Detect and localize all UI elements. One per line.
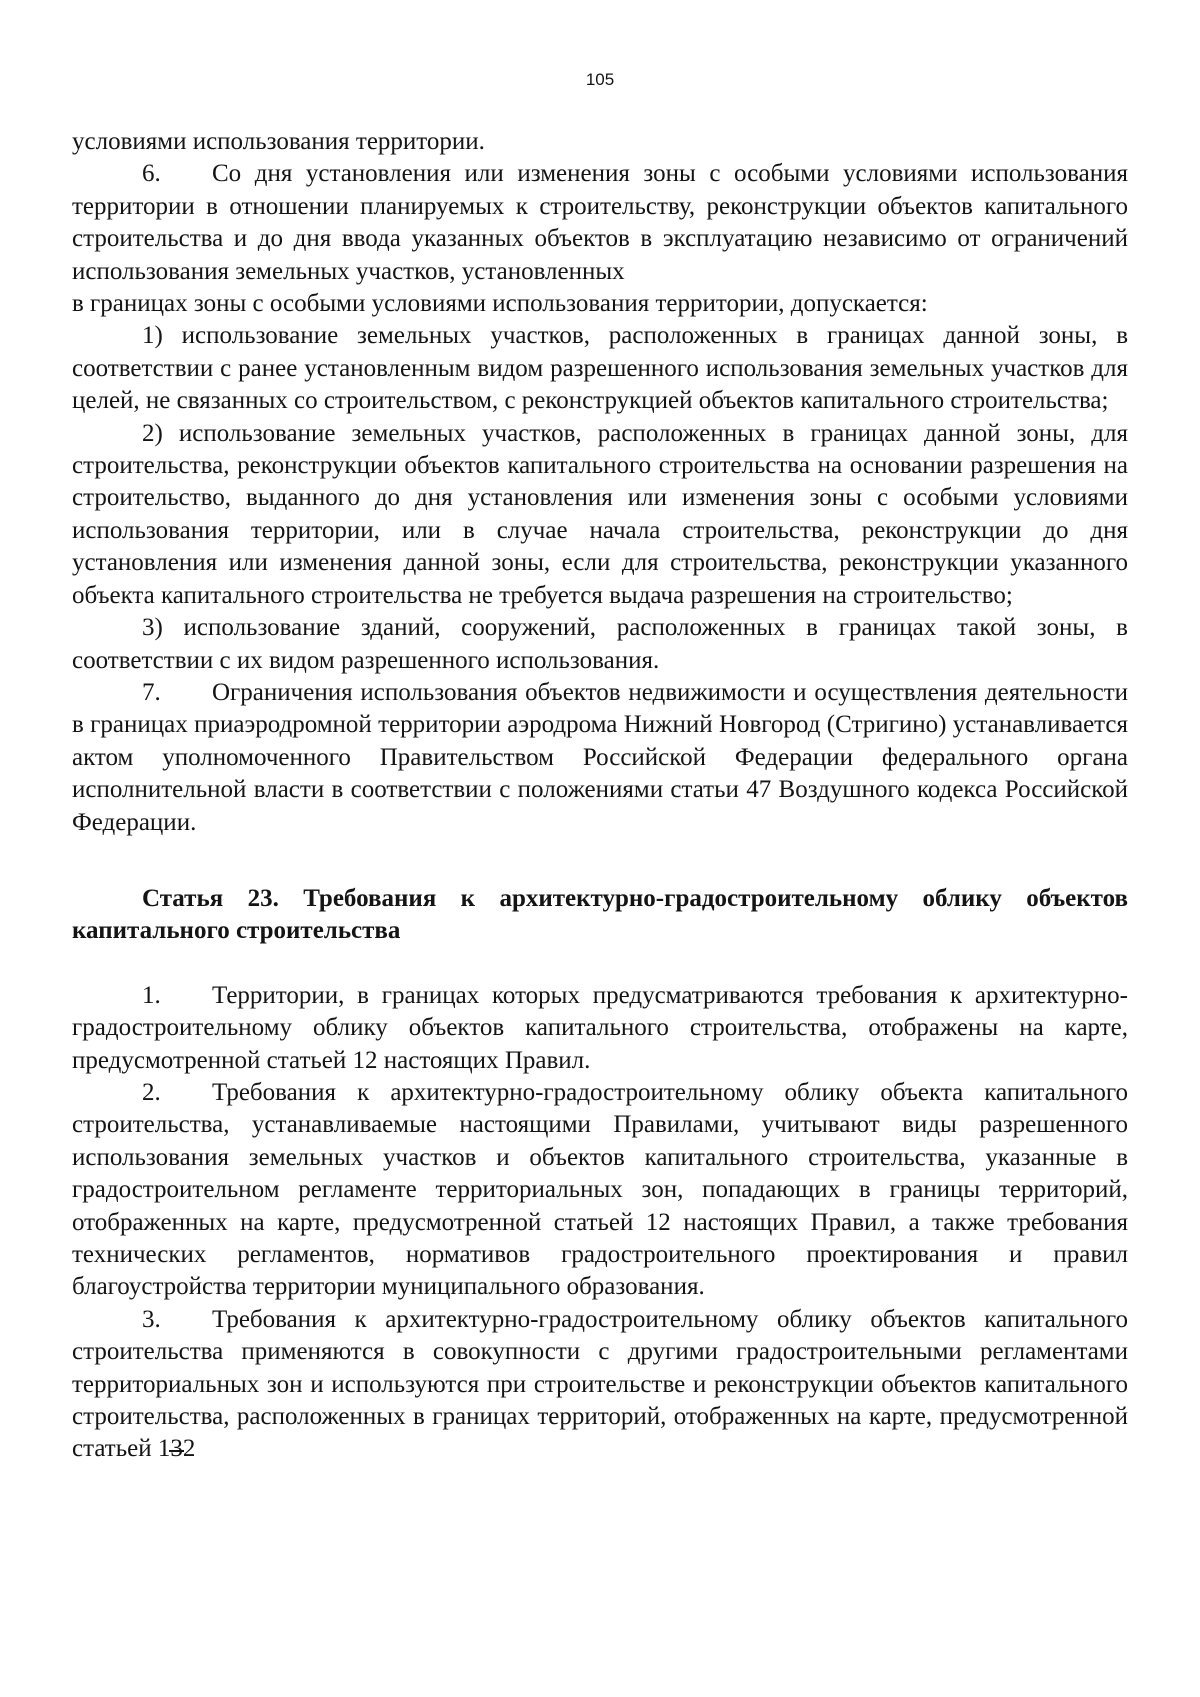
article-item-2 <box>72 1077 1128 1304</box>
document-body <box>72 126 1128 1466</box>
list-item-2: 2) использование земельных участков, расположенных в границах данной зоны, для строительства, реконструкции объектов капитального строительства на основании разрешения на строительство, выданного до дня установления или изменения зоны с особыми условиями использования территории, или в случае начала строительства, реконструкции до дня установления или изменения данной зоны, если для строительства, реконструкции указанного объекта капитального строительства не требуется выдача разрешения на строительство; <box>72 419 1128 609</box>
paragraph-7-number: 7. <box>142 678 161 706</box>
paragraph-6 <box>72 158 1128 288</box>
paragraph-7-text: Ограничения использования объектов недвижимости и осуществления деятельности в границах приаэродромной территории аэродрома Нижний Новгород (Стригино) устанавливается актом уполномоченного Правительством Российской Федерации федерального органа исполнительной власти в соответствии с положениями статьи 47 Воздушного кодекса Российской Федерации. <box>72 678 1128 836</box>
struck-digit: 3 <box>170 1435 183 1463</box>
article-item-3-text: Требования к архитектурно-градостроительному облику объектов капитального строительства применяются в совокупности с другими градостроительными регламентами территориальных зон и используются при строительстве и реконструкции объектов капитального строительства, расположенных в границах территорий, отображенных на карте, предусмотренной статьей 1 <box>72 1305 1128 1463</box>
article-item-1 <box>72 980 1128 1077</box>
paragraph-6-continuation: в границах зоны с особыми условиями использования территории, допускается: <box>72 290 928 318</box>
article-item-3 <box>72 1304 1128 1466</box>
article-item-1-text: Территории, в границах которых предусматриваются требования к архитектурно-градостроительному облику объектов капитального строительства, отображены на карте, предусмотренной статьей 12 настоящих Правил. <box>72 981 1128 1074</box>
article-item-2-number: 2. <box>142 1078 161 1106</box>
page-number: 105 <box>585 70 615 89</box>
intro-line: условиями использования территории. <box>72 128 485 155</box>
paragraph-6-text-a: Со дня установления или изменения зоны с особыми условиями использования территории в отношении планируемых к строительству, реконструкции объектов капитального строительства и до дня ввода указанных объектов в эксплуатацию независимо от ограничений использования земельных участков, установленных <box>72 160 1128 285</box>
article-heading: Статья 23. Требования к архитектурно-градостроительному облику объектов капитального строительства <box>72 884 1128 945</box>
list-item-1: 1) использование земельных участков, расположенных в границах данной зоны, в соответствии с ранее установленным видом разрешенного использования земельных участков для целей, не связанных со строительством, с реконструкцией объектов капитального строительства; <box>72 322 1128 415</box>
paragraph-7 <box>72 677 1128 839</box>
paragraph-6-number: 6. <box>142 160 161 188</box>
article-item-3-number: 3. <box>142 1305 161 1333</box>
article-item-1-number: 1. <box>142 981 161 1009</box>
replacement-digit: 2 <box>182 1435 196 1463</box>
list-item-3: 3) использование зданий, сооружений, расположенных в границах такой зоны, в соответствии с их видом разрешенного использования. <box>72 614 1128 674</box>
article-item-2-text: Требования к архитектурно-градостроительному облику объекта капитального строительства, устанавливаемые настоящими Правилами, учитывают виды разрешенного использования земельных участков и объектов капитального строительства, указанные в градостроительном регламенте территориальных зон, попадающих в границы территорий, отображенных на карте, предусмотренной статьей 12 настоящих Правил, а также требования технических регламентов, нормативов градостроительного проектирования и правил благоустройства территории муниципального образования. <box>72 1078 1128 1301</box>
